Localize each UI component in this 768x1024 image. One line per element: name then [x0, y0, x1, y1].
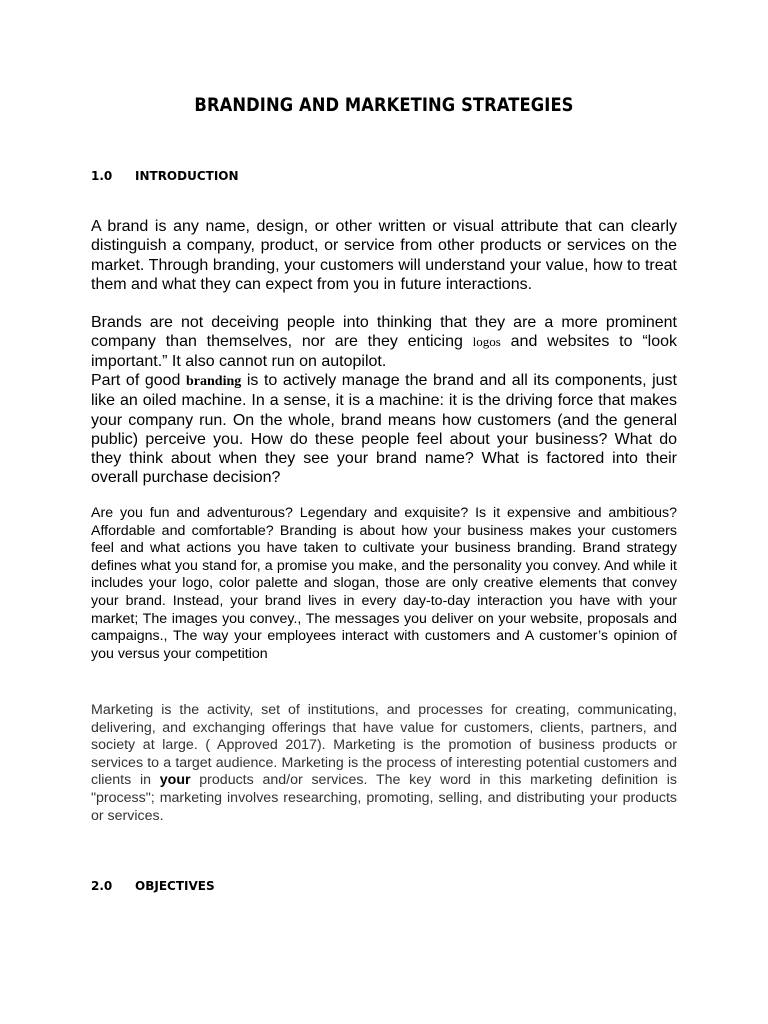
section-number: 1.0 — [91, 169, 113, 183]
section-heading-objectives — [91, 879, 215, 893]
paragraph-brand-definition: A brand is any name, design, or other written or visual attribute that can clearly distinguish a company, product, or service from other products or services on the market. Through branding, your customers will understand your value, how to treat them and what they can expect from you in future interactions. — [91, 218, 677, 293]
document-title: BRANDING AND MARKETING STRATEGIES — [194, 94, 574, 116]
paragraph-text: Brands are not deceiving people into thinking that they are a more prominent company than themselves, nor are they enticing — [91, 314, 677, 351]
paragraph-good-branding — [91, 371, 677, 488]
section-heading-introduction — [91, 169, 239, 183]
section-label: OBJECTIVES — [135, 879, 215, 893]
logos-term: logos — [472, 334, 501, 350]
paragraph-brand-questions: Are you fun and adventurous? Legendary and exquisite? Is it expensive and ambitious? Affordable and comfortable? Branding is about how your business makes your customers feel and what actions you have taken to cultivate your business branding. Brand strategy defines what you stand for, a promise you make, and the personality you convey. And while it includes your logo, color palette and slogan, those are only creative elements that convey your brand. Instead, your brand lives in every day-to-day interaction you have with your market; The images you convey., The messages you deliver on your website, proposals and campaigns., The way your employees interact with customers and A customer’s opinion of you versus your competition — [91, 505, 677, 662]
paragraph-text: Part of good — [91, 372, 186, 389]
branding-term: branding — [186, 374, 242, 389]
paragraph-text: and websites to “look important.” It also cannot run on autopilot. — [91, 333, 678, 370]
paragraph-brands-deceiving — [91, 313, 677, 371]
section-label: INTRODUCTION — [135, 169, 239, 183]
section-number: 2.0 — [91, 879, 113, 893]
paragraph-text: Marketing is the activity, set of institutions, and processes for creating, communicating, delivering, and exchanging offerings that have value for customers, clients, partners, and society at large. ( Approved 2017). Marketing is the promotion of business products or services to a target audience. Marketing is the process of interesting potential customers and clients in — [91, 702, 677, 789]
paragraph-text: is to actively manage the brand and all its components, just like an oiled machine. In a sense, it is a machine: it is the driving force that makes your company run. On the whole, brand means how customers (and the general public) perceive you. How do these people feel about your business? What do they think about when they see your brand name? What is factored into their overall purchase decision? — [91, 372, 677, 487]
paragraph-text: products and/or services. The key word in this marketing definition is "process"; marketing involves researching, promoting, selling, and distributing your products or services. — [91, 772, 677, 824]
your-term: your — [159, 772, 191, 789]
paragraph-marketing-definition — [91, 702, 677, 825]
